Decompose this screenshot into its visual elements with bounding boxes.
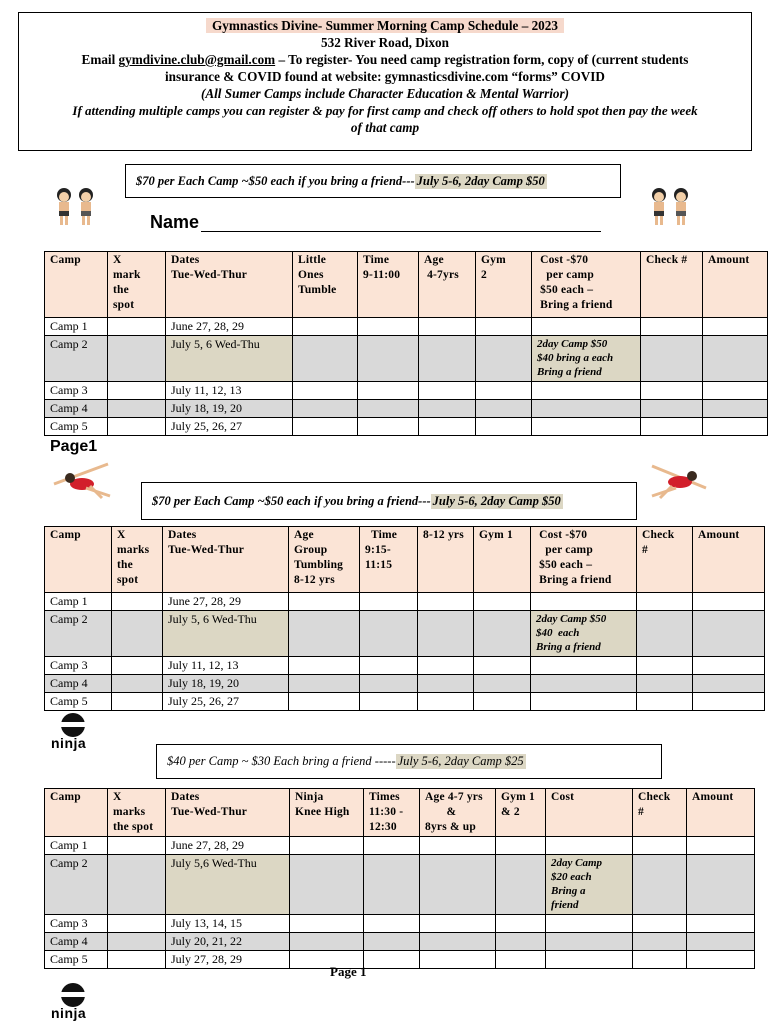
camp-label: Camp 1	[45, 593, 112, 611]
table-cell	[290, 915, 364, 933]
column-header: Gym 1 & 2	[496, 789, 546, 837]
table-row	[45, 593, 765, 611]
dates-cell: July 11, 12, 13	[166, 382, 293, 400]
amount-cell[interactable]	[693, 657, 765, 675]
check-number-cell[interactable]	[637, 675, 693, 693]
column-header: Amount	[687, 789, 755, 837]
table-cell	[418, 657, 474, 675]
table-row	[45, 951, 755, 969]
gymnast-icon-right	[646, 458, 710, 502]
column-header: Gym 2	[476, 252, 532, 318]
table-cell	[420, 915, 496, 933]
check-number-cell[interactable]	[633, 855, 687, 915]
table-cell	[290, 855, 364, 915]
mark-spot-cell[interactable]	[112, 593, 163, 611]
table-cell	[289, 657, 360, 675]
table-cell	[293, 318, 358, 336]
table-cell	[364, 951, 420, 969]
amount-cell[interactable]	[687, 855, 755, 915]
dates-cell: July 27, 28, 29	[166, 951, 290, 969]
price-box-1: $70 per Each Camp ~$50 each if you bring a friend--- July 5-6, 2day Camp $50	[125, 164, 621, 198]
table-cell	[289, 593, 360, 611]
table-header-row	[45, 252, 768, 318]
amount-cell[interactable]	[687, 837, 755, 855]
mark-spot-cell[interactable]	[108, 951, 166, 969]
column-header: Gym 1	[474, 527, 531, 593]
dates-cell: July 25, 26, 27	[166, 418, 293, 436]
cost-cell	[546, 951, 633, 969]
column-header: Cost -$70 per camp $50 each – Bring a friend	[532, 252, 641, 318]
kids-icon	[50, 186, 102, 228]
cost-cell	[532, 400, 641, 418]
table-cell	[289, 693, 360, 711]
table-cell	[496, 837, 546, 855]
camp-label: Camp 3	[45, 382, 108, 400]
multi-camp-note-2: of that camp	[350, 120, 420, 135]
cost-cell	[532, 318, 641, 336]
dates-cell: July 11, 12, 13	[163, 657, 289, 675]
table-cell	[419, 336, 476, 382]
mark-spot-cell[interactable]	[112, 611, 163, 657]
check-number-cell[interactable]	[633, 933, 687, 951]
table-cell	[293, 382, 358, 400]
dates-cell: July 18, 19, 20	[163, 675, 289, 693]
check-number-cell[interactable]	[633, 951, 687, 969]
table-cell	[364, 933, 420, 951]
mark-spot-cell[interactable]	[108, 933, 166, 951]
column-header: Check #	[633, 789, 687, 837]
table-cell	[358, 418, 419, 436]
table-header-row	[45, 789, 755, 837]
table-cell	[419, 418, 476, 436]
table-cell	[290, 837, 364, 855]
camp-label: Camp 5	[45, 693, 112, 711]
column-header: Times 11:30 - 12:30	[364, 789, 420, 837]
table-row	[45, 837, 755, 855]
amount-cell[interactable]	[687, 951, 755, 969]
table-cell	[420, 837, 496, 855]
cost-cell	[546, 915, 633, 933]
table-row	[45, 933, 755, 951]
camp-label: Camp 2	[45, 611, 112, 657]
table-cell	[418, 611, 474, 657]
table-cell	[474, 657, 531, 675]
dates-cell: July 5, 6 Wed-Thu	[166, 336, 293, 382]
column-header: Amount	[703, 252, 768, 318]
column-header: Cost	[546, 789, 633, 837]
amount-cell[interactable]	[693, 611, 765, 657]
page-title: Gymnastics Divine- Summer Morning Camp Schedule – 2023	[206, 18, 564, 33]
email-line: Email gymdivine.club@gmail.com – To register- You need camp registration form, copy of (current students	[81, 52, 689, 67]
dates-cell: July 5, 6 Wed-Thu	[163, 611, 289, 657]
insurance-line: insurance & COVID found at website: gymnasticsdivine.com “forms” COVID	[165, 69, 605, 84]
check-number-cell[interactable]	[637, 693, 693, 711]
column-header: X marks the spot	[108, 789, 166, 837]
mark-spot-cell[interactable]	[108, 336, 166, 382]
column-header: Dates Tue-Wed-Thur	[163, 527, 289, 593]
table-cell	[476, 382, 532, 400]
camp-table-little-ones	[44, 251, 768, 436]
amount-cell[interactable]	[703, 336, 768, 382]
table-row	[45, 400, 768, 418]
table-cell	[496, 855, 546, 915]
table-cell	[496, 915, 546, 933]
table-cell	[293, 400, 358, 418]
column-header: 8-12 yrs	[418, 527, 474, 593]
column-header: Dates Tue-Wed-Thur	[166, 252, 293, 318]
amount-cell[interactable]	[693, 593, 765, 611]
dates-cell: July 5,6 Wed-Thu	[166, 855, 290, 915]
table-cell	[496, 933, 546, 951]
table-row	[45, 611, 765, 657]
column-header: Check #	[641, 252, 703, 318]
table-row	[45, 675, 765, 693]
header-box	[18, 12, 752, 151]
amount-cell[interactable]	[703, 382, 768, 400]
cost-cell	[532, 382, 641, 400]
table-cell	[360, 657, 418, 675]
cost-cell	[531, 693, 637, 711]
mark-spot-cell[interactable]	[112, 693, 163, 711]
column-header: X mark the spot	[108, 252, 166, 318]
mark-spot-cell[interactable]	[108, 400, 166, 418]
check-number-cell[interactable]	[641, 418, 703, 436]
cost-cell	[531, 657, 637, 675]
camp-label: Camp 3	[45, 915, 108, 933]
table-cell	[419, 382, 476, 400]
table-cell	[293, 336, 358, 382]
table-cell	[293, 418, 358, 436]
table-cell	[476, 336, 532, 382]
mark-spot-cell[interactable]	[108, 915, 166, 933]
camp-label: Camp 5	[45, 418, 108, 436]
camp-label: Camp 4	[45, 933, 108, 951]
table-cell	[358, 336, 419, 382]
name-label: Name	[150, 212, 200, 232]
table-cell	[418, 693, 474, 711]
table-cell	[360, 611, 418, 657]
email-link[interactable]: gymdivine.club@gmail.com	[118, 52, 276, 67]
check-number-cell[interactable]	[641, 382, 703, 400]
cost-cell	[531, 675, 637, 693]
amount-cell[interactable]	[703, 400, 768, 418]
table-cell	[418, 593, 474, 611]
table-cell	[358, 400, 419, 418]
table-cell	[364, 915, 420, 933]
table-row	[45, 915, 755, 933]
amount-cell[interactable]	[693, 675, 765, 693]
table-cell	[420, 855, 496, 915]
cost-cell: 2day Camp $50 $40 bring a each Bring a friend	[532, 336, 641, 382]
column-header: Camp	[45, 252, 108, 318]
camp-table-tumbling	[44, 526, 765, 711]
camp-label: Camp 4	[45, 675, 112, 693]
table-cell	[360, 693, 418, 711]
mark-spot-cell[interactable]	[108, 837, 166, 855]
camp-label: Camp 3	[45, 657, 112, 675]
mark-spot-cell[interactable]	[112, 657, 163, 675]
table-cell	[496, 951, 546, 969]
column-header: Time 9-11:00	[358, 252, 419, 318]
table-row	[45, 318, 768, 336]
cost-cell: 2day Camp $50 $40 each Bring a friend	[531, 611, 637, 657]
table-cell	[358, 382, 419, 400]
column-header: Age 4-7 yrs & 8yrs & up	[420, 789, 496, 837]
page-label: Page1	[50, 438, 98, 455]
table-cell	[364, 837, 420, 855]
table-cell	[289, 611, 360, 657]
table-cell	[474, 611, 531, 657]
check-number-cell[interactable]	[637, 593, 693, 611]
camp-label: Camp 1	[45, 318, 108, 336]
table-header-row	[45, 527, 765, 593]
table-cell	[418, 675, 474, 693]
column-header: Camp	[45, 527, 112, 593]
address: 532 River Road, Dixon	[321, 35, 449, 50]
dates-cell: July 20, 21, 22	[166, 933, 290, 951]
column-header: Little Ones Tumble	[293, 252, 358, 318]
dates-cell: July 25, 26, 27	[163, 693, 289, 711]
check-number-cell[interactable]	[633, 915, 687, 933]
column-header: Check #	[637, 527, 693, 593]
camp-label: Camp 4	[45, 400, 108, 418]
camp-label: Camp 2	[45, 336, 108, 382]
amount-cell[interactable]	[687, 933, 755, 951]
dates-cell: July 13, 14, 15	[166, 915, 290, 933]
camp-label: Camp 5	[45, 951, 108, 969]
amount-cell[interactable]	[703, 418, 768, 436]
table-row	[45, 657, 765, 675]
table-cell	[476, 400, 532, 418]
price-box-3: $40 per Camp ~ $30 Each bring a friend ----- July 5-6, 2day Camp $25	[156, 744, 662, 779]
column-header: X marks the spot	[112, 527, 163, 593]
cost-cell	[532, 418, 641, 436]
mark-spot-cell[interactable]	[108, 318, 166, 336]
dates-cell: June 27, 28, 29	[163, 593, 289, 611]
cost-cell	[546, 933, 633, 951]
table-cell	[474, 593, 531, 611]
table-row	[45, 855, 755, 915]
check-number-cell[interactable]	[641, 318, 703, 336]
table-cell	[290, 933, 364, 951]
column-header: Time 9:15- 11:15	[360, 527, 418, 593]
dates-cell: June 27, 28, 29	[166, 318, 293, 336]
dates-cell: June 27, 28, 29	[166, 837, 290, 855]
amount-cell[interactable]	[693, 693, 765, 711]
check-number-cell[interactable]	[637, 657, 693, 675]
camp-label: Camp 2	[45, 855, 108, 915]
mark-spot-cell[interactable]	[108, 855, 166, 915]
table-row	[45, 418, 768, 436]
table-cell	[360, 593, 418, 611]
table-cell	[419, 318, 476, 336]
cost-cell: 2day Camp $20 each Bring a friend	[546, 855, 633, 915]
column-header: Age 4-7yrs	[419, 252, 476, 318]
table-row	[45, 693, 765, 711]
table-cell	[420, 951, 496, 969]
table-row	[45, 382, 768, 400]
table-cell	[360, 675, 418, 693]
table-cell	[474, 693, 531, 711]
kids-icon-right	[645, 186, 697, 228]
amount-cell[interactable]	[687, 915, 755, 933]
camp-table-ninja	[44, 788, 755, 969]
camp-label: Camp 1	[45, 837, 108, 855]
character-note: (All Sumer Camps include Character Education & Mental Warrior)	[200, 86, 570, 101]
ninja-logo-text: ninja	[51, 735, 87, 751]
name-field[interactable]	[201, 231, 601, 232]
table-cell	[476, 318, 532, 336]
table-cell	[420, 933, 496, 951]
ninja-logo-text-bottom: ninja	[51, 1005, 87, 1021]
check-number-cell[interactable]	[641, 336, 703, 382]
multi-camp-note: If attending multiple camps you can register & pay for first camp and check off others to hold spot then pay the week	[72, 103, 698, 118]
gymnast-icon	[50, 458, 114, 502]
column-header: Camp	[45, 789, 108, 837]
check-number-cell[interactable]	[641, 400, 703, 418]
cost-cell	[546, 837, 633, 855]
column-header: Cost -$70 per camp $50 each – Bring a friend	[531, 527, 637, 593]
price-box-2: $70 per Each Camp ~$50 each if you bring a friend--- July 5-6, 2day Camp $50	[141, 482, 637, 520]
table-cell	[358, 318, 419, 336]
column-header: Dates Tue-Wed-Thur	[166, 789, 290, 837]
column-header: Ninja Knee High	[290, 789, 364, 837]
table-cell	[474, 675, 531, 693]
column-header: Age Group Tumbling 8-12 yrs	[289, 527, 360, 593]
mark-spot-cell[interactable]	[108, 382, 166, 400]
check-number-cell[interactable]	[637, 611, 693, 657]
table-cell	[364, 855, 420, 915]
table-cell	[289, 675, 360, 693]
table-row	[45, 336, 768, 382]
column-header: Amount	[693, 527, 765, 593]
dates-cell: July 18, 19, 20	[166, 400, 293, 418]
table-cell	[419, 400, 476, 418]
check-number-cell[interactable]	[633, 837, 687, 855]
mark-spot-cell[interactable]	[112, 675, 163, 693]
table-cell	[476, 418, 532, 436]
page-footer: Page 1	[330, 964, 367, 979]
cost-cell	[531, 593, 637, 611]
amount-cell[interactable]	[703, 318, 768, 336]
mark-spot-cell[interactable]	[108, 418, 166, 436]
